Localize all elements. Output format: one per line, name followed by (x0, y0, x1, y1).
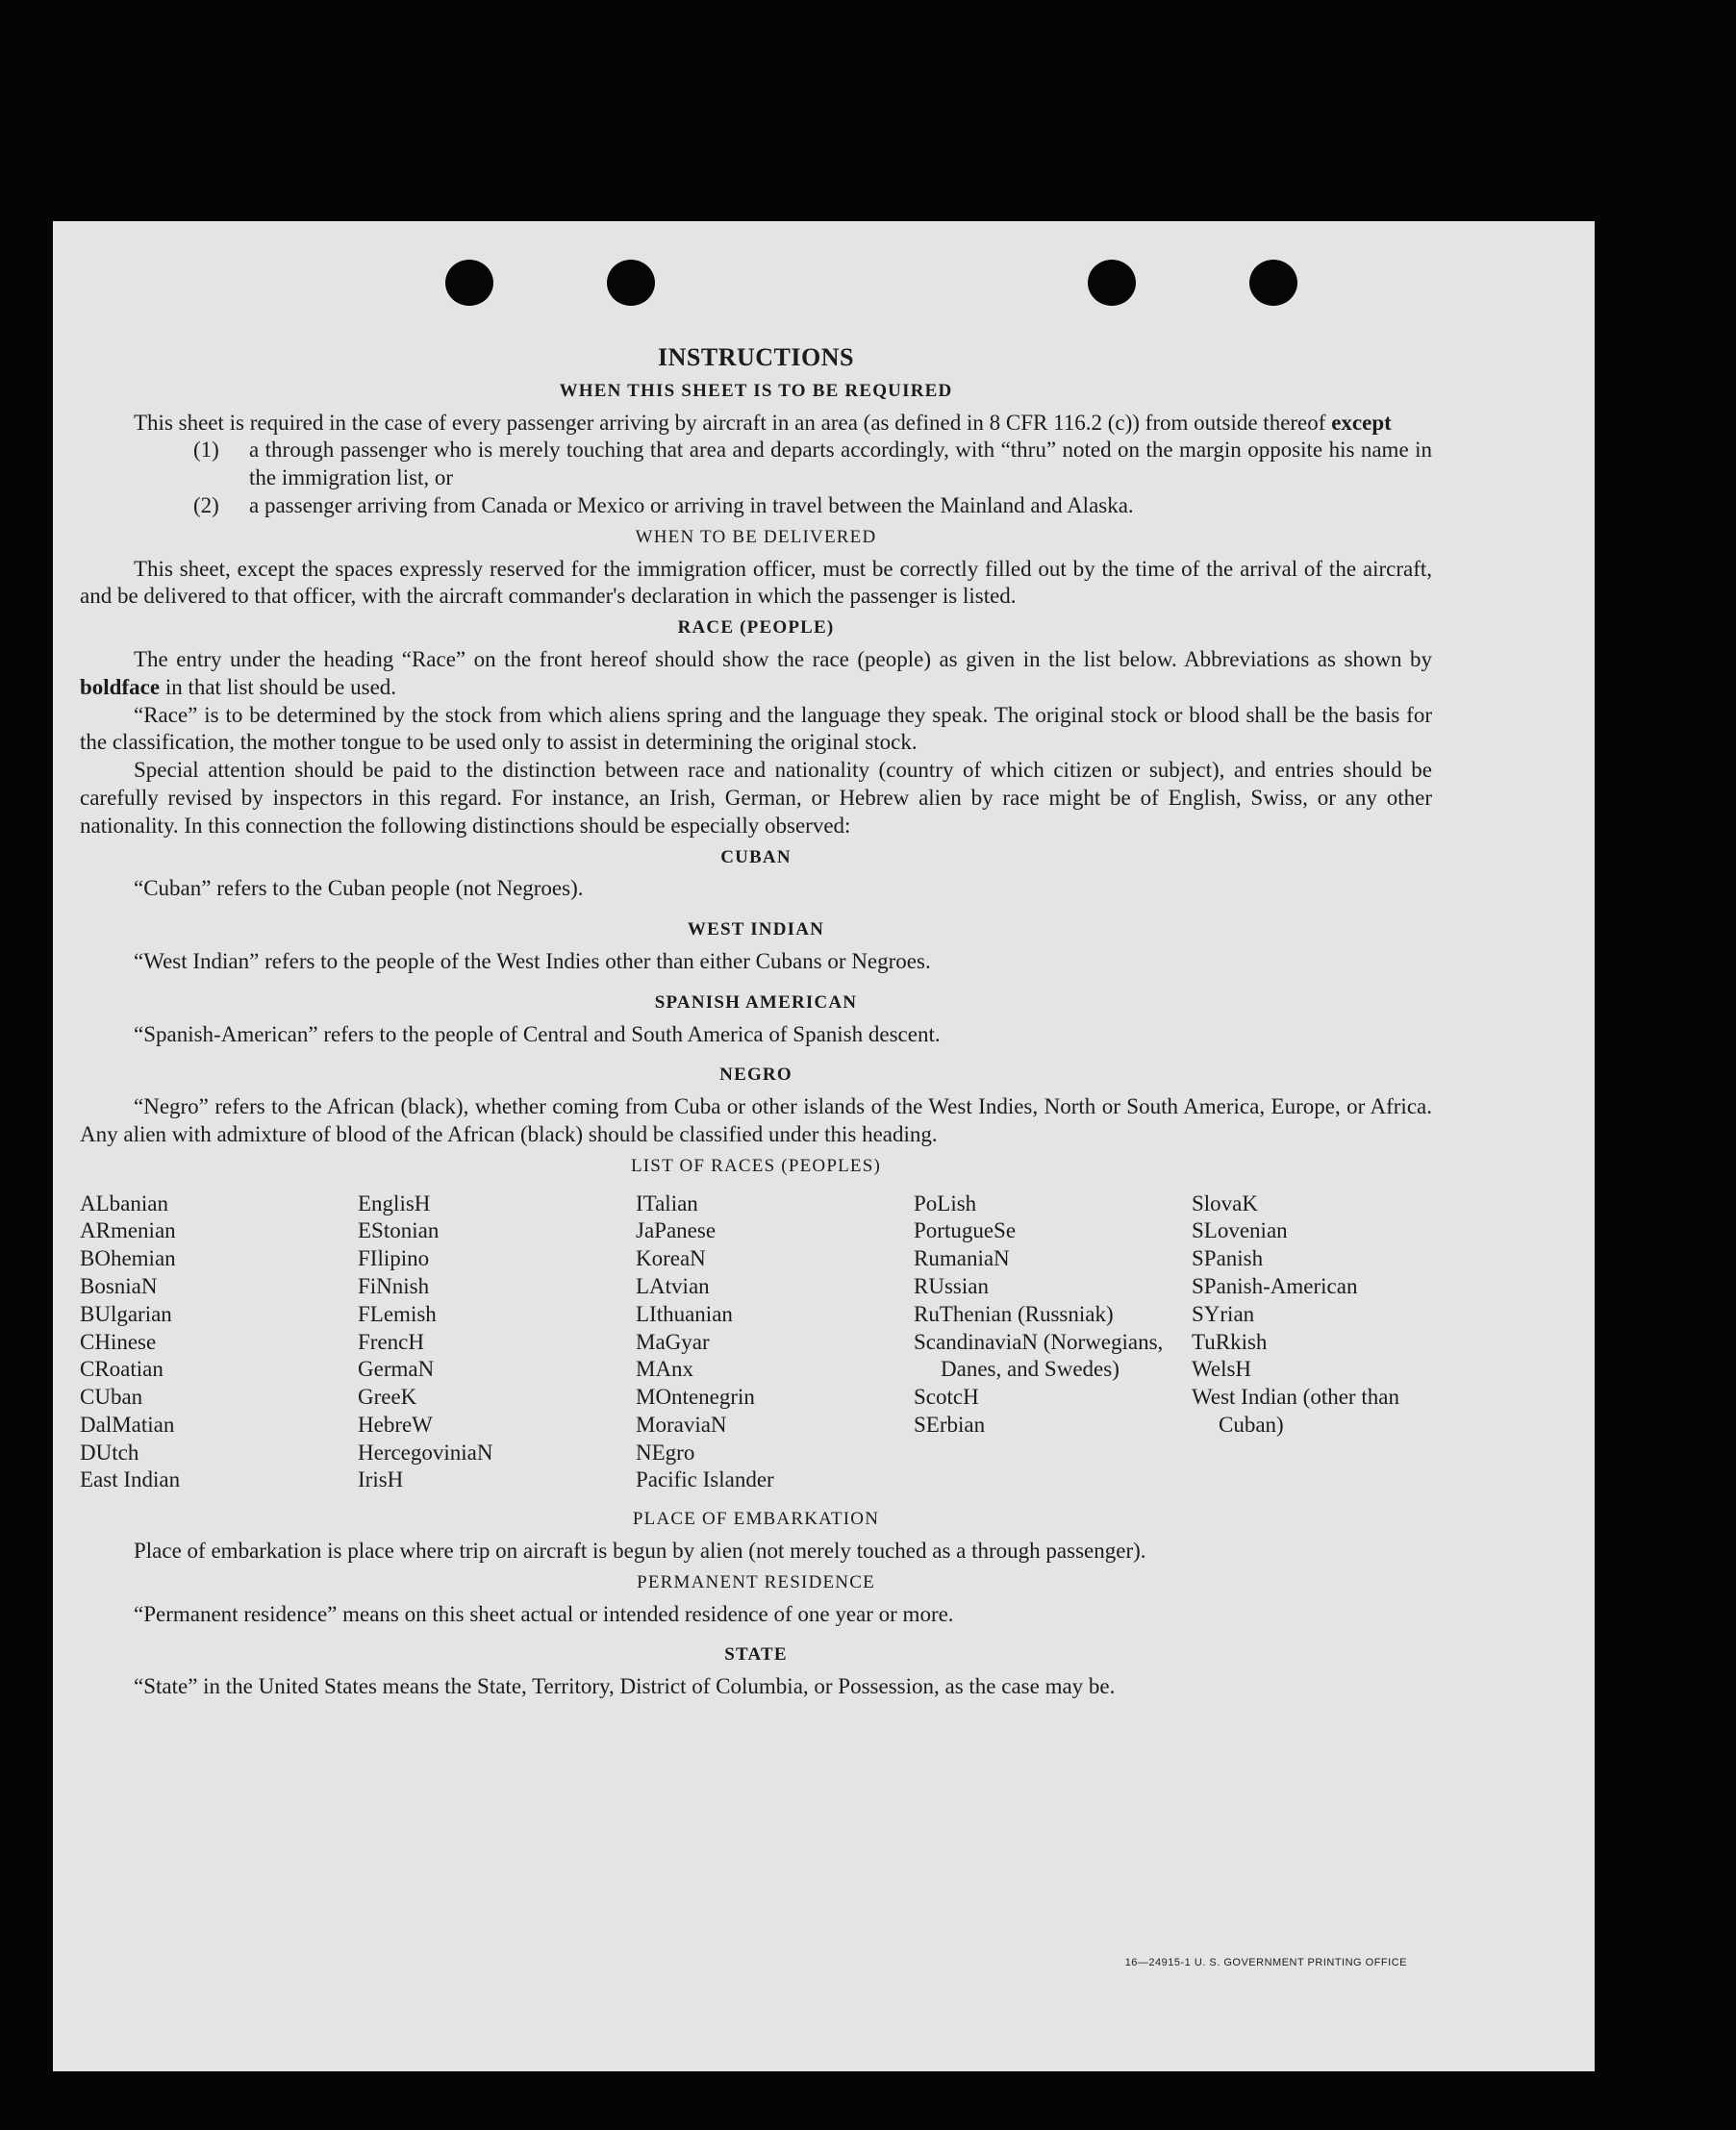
race-item: JaPanese (636, 1218, 717, 1243)
race-item: WelsH (1192, 1357, 1252, 1382)
race-item: BOhemian (80, 1246, 176, 1271)
race-item: MaGyar (636, 1329, 710, 1354)
race-item: DalMatian (80, 1412, 175, 1437)
punch-hole (1088, 260, 1136, 306)
printing-office-code: 16—24915-1 U. S. GOVERNMENT PRINTING OFFICE (1124, 1957, 1407, 1968)
race-item: LIthuanian (636, 1301, 733, 1326)
races-list (80, 1190, 1432, 1495)
races-column (80, 1190, 358, 1495)
race-item: SYrian (1192, 1301, 1255, 1326)
race-item: CUban (80, 1385, 143, 1410)
races-column (1192, 1190, 1432, 1495)
race-item: CHinese (80, 1329, 157, 1354)
race-item: MOntenegrin (636, 1385, 755, 1410)
race-item: PoLish (914, 1190, 977, 1215)
spanish-american-text: “Spanish-American” refers to the people of Central and South America of Spanish descent. (134, 1021, 941, 1046)
form-sheet (53, 221, 1595, 2071)
race-item: PortugueSe (914, 1218, 1017, 1243)
race-item: FLemish (358, 1301, 437, 1326)
race-item: IrisH (358, 1467, 404, 1492)
race-item: ScotcH (914, 1385, 979, 1410)
race-item: DUtch (80, 1440, 139, 1465)
embarkation-text: Place of embarkation is place where trip on aircraft is begun by alien (not merely touched as a through passenger). (134, 1539, 1146, 1564)
state-text: “State” in the United States means the State, Territory, District of Columbia, or Possession, as the case may be. (134, 1674, 1116, 1699)
races-column (914, 1190, 1192, 1495)
race-item: BosniaN (80, 1273, 158, 1298)
heading-west-indian: WEST INDIAN (687, 919, 825, 940)
heading-state: STATE (724, 1644, 788, 1666)
required-intro: This sheet is required in the case of every passenger arriving by aircraft in an area (as defined in 8 CFR 116.2 (c)) from outside thereof except (134, 410, 1392, 435)
race-item: NEgro (636, 1440, 695, 1465)
race-paragraph: The entry under the heading “Race” on the front hereof should show the race (people) as given in the list below. Abbreviations as shown by boldface in that list should be used. (80, 646, 1432, 699)
cuban-text: “Cuban” refers to the Cuban people (not Negroes). (134, 876, 584, 901)
instructions-content (80, 344, 1432, 1701)
punch-hole (607, 260, 655, 306)
delivered-text: This sheet, except the spaces expressly reserved for the immigration officer, must be correctly filled out by the time of the arrival of the aircraft, and be delivered to that officer, with the aircraft commander's declaration in which the passenger is listed. (80, 556, 1432, 609)
race-item: HebreW (358, 1412, 433, 1437)
race-item: GreeK (358, 1385, 417, 1410)
race-item: HercegoviniaN (358, 1440, 493, 1465)
race-item: East Indian (80, 1467, 181, 1492)
exception-item: (1) a through passenger who is merely touching that area and departs accordingly, with “thru” noted on the margin opposite his name in the immigration list, or (193, 438, 1432, 490)
heading-list-of-races: LIST OF RACES (PEOPLES) (630, 1155, 882, 1176)
punch-hole (445, 260, 493, 306)
race-item: TuRkish (1192, 1329, 1268, 1354)
race-item: MAnx (636, 1357, 694, 1382)
race-item: LAtvian (636, 1273, 710, 1298)
race-item: ALbanian (80, 1190, 168, 1215)
race-item: ITalian (636, 1190, 698, 1215)
race-item: RUssian (914, 1273, 989, 1298)
race-paragraph: Special attention should be paid to the distinction between race and nationality (country of which citizen or subject), and entries should be carefully revised by inspectors in this regard. For instance, an Irish, German, or Hebrew alien by race might be of English, Swiss, or any other nationality. In this connection the following distinctions should be especially observed: (80, 758, 1432, 838)
heading-race: RACE (PEOPLE) (677, 617, 835, 639)
race-item: EnglisH (358, 1190, 431, 1215)
heading-cuban: CUBAN (720, 846, 792, 867)
west-indian-text: “West Indian” refers to the people of the West Indies other than either Cubans or Negroes. (134, 948, 931, 973)
race-item: EStonian (358, 1218, 440, 1243)
heading-required: WHEN THIS SHEET IS TO BE REQUIRED (559, 380, 953, 401)
punch-hole (1249, 260, 1297, 306)
heading-residence: PERMANENT RESIDENCE (637, 1571, 875, 1592)
race-paragraph: “Race” is to be determined by the stock from which aliens spring and the language they speak. The original stock or blood shall be the basis for the classification, the mother tongue to be used only to assist in determining the original stock. (80, 702, 1432, 755)
race-item: FrencH (358, 1329, 424, 1354)
race-item: SErbian (914, 1412, 986, 1437)
race-item: BUlgarian (80, 1301, 172, 1326)
race-item: RumaniaN (914, 1246, 1010, 1271)
races-column (636, 1190, 914, 1495)
negro-text: “Negro” refers to the African (black), whether coming from Cuba or other islands of the West Indies, North or South America, Europe, or Africa. Any alien with admixture of blood of the African (black) should be classified under this heading. (80, 1094, 1432, 1146)
heading-delivered: WHEN TO BE DELIVERED (635, 526, 877, 547)
race-item: CRoatian (80, 1357, 164, 1382)
race-item: West Indian (other than Cuban) (1192, 1385, 1399, 1437)
heading-embarkation: PLACE OF EMBARKATION (632, 1509, 880, 1530)
heading-spanish-american: SPANISH AMERICAN (654, 991, 858, 1013)
race-item: SPanish (1192, 1246, 1264, 1271)
race-item: SLovenian (1192, 1218, 1288, 1243)
heading-negro: NEGRO (719, 1065, 793, 1086)
exception-item: (2) a passenger arriving from Canada or Mexico or arriving in travel between the Mainland and Alaska. (193, 492, 1134, 517)
races-column (358, 1190, 636, 1495)
race-item: SlovaK (1192, 1190, 1258, 1215)
race-item: Pacific Islander (636, 1467, 774, 1492)
race-item: SPanish-American (1192, 1273, 1358, 1298)
page-title: INSTRUCTIONS (658, 343, 854, 371)
race-item: GermaN (358, 1357, 435, 1382)
race-item: FiNnish (358, 1273, 430, 1298)
race-item: KoreaN (636, 1246, 706, 1271)
race-item: ARmenian (80, 1218, 176, 1243)
race-item: RuThenian (Russniak) (914, 1301, 1114, 1326)
race-item: MoraviaN (636, 1412, 727, 1437)
residence-text: “Permanent residence” means on this sheet actual or intended residence of one year or more. (134, 1601, 954, 1626)
race-item: ScandinaviaN (Norwegians, Danes, and Swedes) (914, 1329, 1164, 1382)
race-item: FIlipino (358, 1246, 430, 1271)
